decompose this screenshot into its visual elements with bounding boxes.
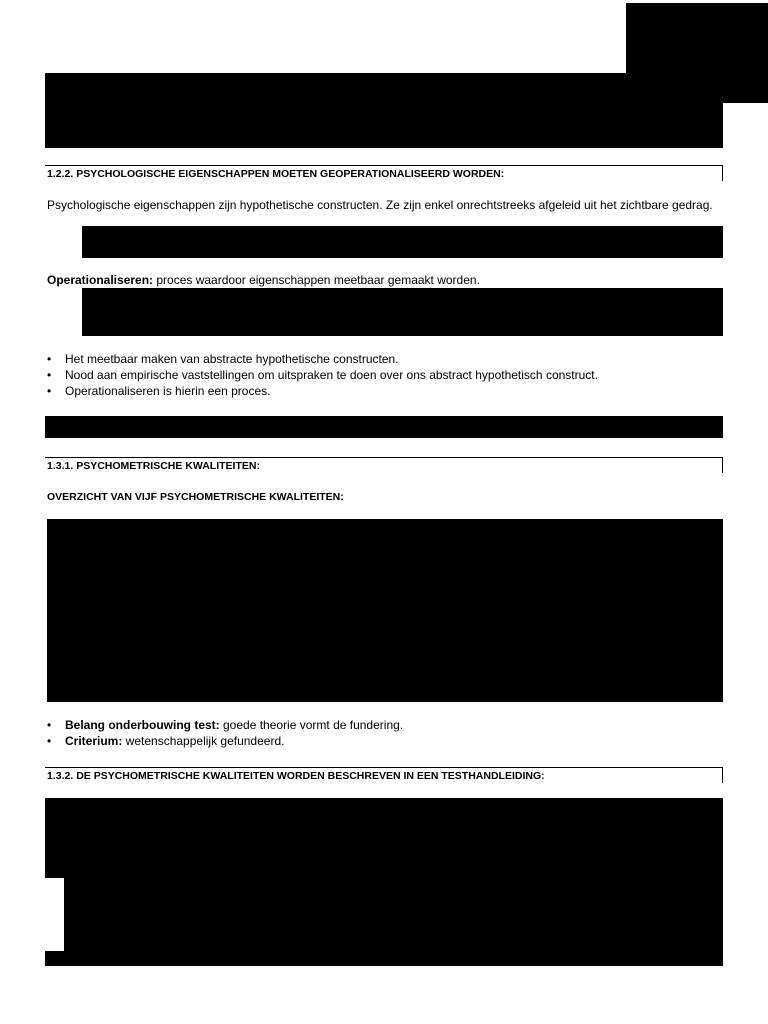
list-item-text: goede theorie vormt de fundering. [219, 718, 404, 732]
redaction-block [82, 288, 723, 336]
redaction-block [47, 519, 723, 702]
body-paragraph: Psychologische eigenschappen zijn hypothetische constructen. Ze zijn enkel onrechtstreeks afgeleid uit het zichtbare gedrag. [47, 198, 713, 212]
redaction-block [45, 73, 723, 148]
bullet-icon: • [47, 368, 52, 382]
list-item [47, 383, 598, 399]
redaction-block [82, 226, 723, 258]
list-item-text: Nood aan empirische vaststellingen om uitspraken te doen over ons abstract hypothetisch construct. [65, 368, 598, 382]
list-item [47, 351, 598, 367]
definition-term: Operationaliseren: [47, 273, 154, 287]
list-item-text: Operationaliseren is hierin een proces. [65, 384, 271, 398]
list-item [47, 733, 403, 749]
list-item-term: Criterium: [65, 734, 123, 748]
section-heading: 1.3.2. DE PSYCHOMETRISCHE KWALITEITEN WORDEN BESCHREVEN IN EEN TESTHANDLEIDING: [45, 767, 723, 783]
list-item-text: Het meetbaar maken van abstracte hypothetische constructen. [65, 352, 399, 366]
redaction-block [45, 416, 723, 438]
section-heading: 1.3.1. PSYCHOMETRISCHE KWALITEITEN: [45, 457, 723, 473]
definition-text: proces waardoor eigenschappen meetbaar gemaakt worden. [153, 273, 480, 287]
list-item-text: wetenschappelijk gefundeerd. [122, 734, 285, 748]
redaction-block [45, 798, 723, 878]
subheading: OVERZICHT VAN VIJF PSYCHOMETRISCHE KWALITEITEN: [47, 491, 344, 503]
definition-line [47, 273, 717, 287]
list-item [47, 717, 403, 733]
bullet-icon: • [47, 718, 52, 732]
bullet-icon: • [47, 384, 52, 398]
list-item [47, 367, 598, 383]
redaction-block [64, 877, 723, 952]
bullet-list [47, 351, 598, 399]
list-item-term: Belang onderbouwing test: [65, 718, 220, 732]
bullet-list [47, 717, 403, 749]
bullet-icon: • [47, 352, 52, 366]
bullet-icon: • [47, 734, 52, 748]
redaction-block [45, 951, 723, 966]
section-heading: 1.2.2. PSYCHOLOGISCHE EIGENSCHAPPEN MOETEN GEOPERATIONALISEERD WORDEN: [45, 165, 723, 181]
